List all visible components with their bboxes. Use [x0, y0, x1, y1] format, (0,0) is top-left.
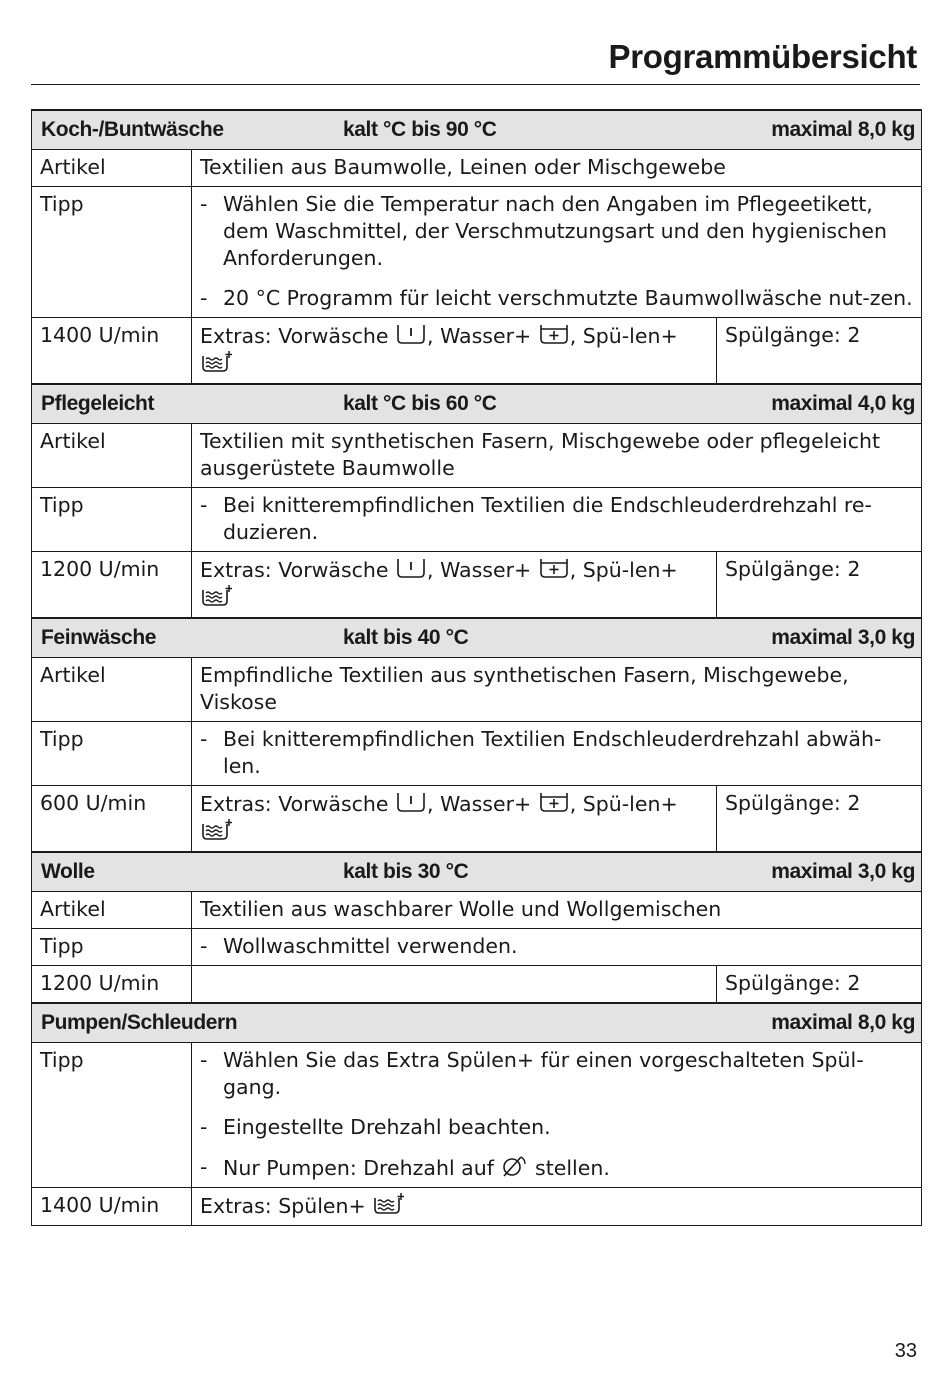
program-temperature: kalt °C bis 90 °C — [343, 118, 497, 141]
tip-list — [192, 187, 922, 318]
artikel-text: Textilien aus Baumwolle, Leinen oder Mischgewebe — [192, 150, 922, 187]
row-label: Artikel — [32, 892, 192, 929]
tip-item: - Wählen Sie die Temperatur nach den Angaben im Pflegeetikett, dem Waschmittel, der Verschmutzungsart und den hygienischen Anforderungen. — [200, 192, 887, 270]
table-row — [32, 786, 922, 853]
program-temperature: kalt bis 30 °C — [343, 860, 469, 883]
spin-speed: 1400 U/min — [32, 318, 192, 385]
rinse-plus-icon — [200, 350, 232, 374]
row-label: Tipp — [32, 929, 192, 966]
extras-cell: Extras: Vorwäsche , Wasser+ , Spü-len+ — [192, 318, 717, 385]
rinse-count: Spülgänge: 2 — [717, 318, 922, 385]
table-row — [32, 658, 922, 722]
row-label: Artikel — [32, 658, 192, 722]
tip-item: - Wählen Sie das Extra Spülen+ für einen vorgeschalteten Spül-gang. — [200, 1048, 864, 1099]
artikel-text: Empfindliche Textilien aus synthetischen Fasern, Mischgewebe, Viskose — [192, 658, 922, 722]
tip-item: - Bei knitterempfindlichen Textilien Endschleuderdrehzahl abwäh-len. — [200, 727, 882, 778]
table-row — [32, 552, 922, 619]
program-header — [32, 618, 922, 658]
artikel-text: Textilien aus waschbarer Wolle und Wollgemischen — [192, 892, 922, 929]
table-row — [32, 929, 922, 966]
row-label: Artikel — [32, 424, 192, 488]
row-label: Tipp — [32, 187, 192, 318]
table-row — [32, 187, 922, 318]
rinse-plus-icon — [200, 584, 232, 608]
row-label: Artikel — [32, 150, 192, 187]
program-header — [32, 384, 922, 424]
table-row — [32, 892, 922, 929]
water-plus-icon — [538, 322, 570, 346]
program-name: Koch-/Buntwäsche — [41, 118, 224, 141]
page-title: Programmübersicht — [608, 38, 917, 75]
program-max-load: maximal 8,0 kg — [771, 118, 916, 141]
extras-cell: Extras: Vorwäsche , Wasser+ , Spü-len+ — [192, 552, 717, 619]
rinse-count: Spülgänge: 2 — [717, 966, 922, 1004]
prewash-icon — [395, 322, 427, 346]
table-row — [32, 318, 922, 385]
table-row — [32, 1043, 922, 1188]
program-header — [32, 1003, 922, 1043]
program-max-load: maximal 4,0 kg — [771, 392, 916, 415]
table-row — [32, 722, 922, 786]
rinse-plus-icon — [200, 818, 232, 842]
program-temperature: kalt °C bis 60 °C — [343, 392, 497, 415]
no-spin-icon — [500, 1154, 528, 1178]
title-divider — [31, 84, 920, 85]
prewash-icon — [395, 790, 427, 814]
rinse-plus-icon — [372, 1192, 404, 1216]
page-number: 33 — [894, 1340, 917, 1362]
prewash-icon — [395, 556, 427, 580]
row-label: Tipp — [32, 1043, 192, 1188]
program-max-load: maximal 3,0 kg — [771, 860, 916, 883]
tip-list — [192, 1043, 922, 1188]
extras-cell-empty — [192, 966, 717, 1004]
program-temperature: kalt bis 40 °C — [343, 626, 469, 649]
spin-speed: 1200 U/min — [32, 552, 192, 619]
table-row — [32, 424, 922, 488]
tip-item: - Bei knitterempfindlichen Textilien die Endschleuderdrehzahl re-duzieren. — [200, 493, 872, 544]
program-name: Pumpen/Schleudern — [41, 1011, 238, 1034]
row-label: Tipp — [32, 722, 192, 786]
tip-list — [192, 929, 922, 966]
row-label: Tipp — [32, 488, 192, 552]
artikel-text: Textilien mit synthetischen Fasern, Mischgewebe oder pflegeleicht ausgerüstete Baumwolle — [192, 424, 922, 488]
extras-cell: Extras: Spülen+ — [192, 1188, 922, 1226]
program-table — [31, 109, 922, 1226]
rinse-count: Spülgänge: 2 — [717, 552, 922, 619]
table-row — [32, 488, 922, 552]
water-plus-icon — [538, 790, 570, 814]
table-row — [32, 966, 922, 1004]
tip-item: - Eingestellte Drehzahl beachten. — [200, 1115, 551, 1139]
program-header — [32, 852, 922, 892]
tip-list — [192, 722, 922, 786]
spin-speed: 600 U/min — [32, 786, 192, 853]
program-name: Pflegeleicht — [41, 392, 155, 415]
spin-speed: 1200 U/min — [32, 966, 192, 1004]
tip-item: - 20 °C Programm für leicht verschmutzte Baumwollwäsche nut-zen. — [200, 286, 913, 310]
program-name: Feinwäsche — [41, 626, 157, 649]
program-max-load: maximal 3,0 kg — [771, 626, 916, 649]
tip-list — [192, 488, 922, 552]
extras-cell: Extras: Vorwäsche , Wasser+ , Spü-len+ — [192, 786, 717, 853]
table-row — [32, 150, 922, 187]
water-plus-icon — [538, 556, 570, 580]
tip-item: - Nur Pumpen: Drehzahl auf stellen. — [200, 1155, 610, 1180]
program-name: Wolle — [41, 860, 95, 883]
tip-item: - Wollwaschmittel verwenden. — [200, 934, 518, 958]
program-max-load: maximal 8,0 kg — [771, 1011, 916, 1034]
spin-speed: 1400 U/min — [32, 1188, 192, 1226]
rinse-count: Spülgänge: 2 — [717, 786, 922, 853]
table-row — [32, 1188, 922, 1226]
program-header — [32, 110, 922, 150]
